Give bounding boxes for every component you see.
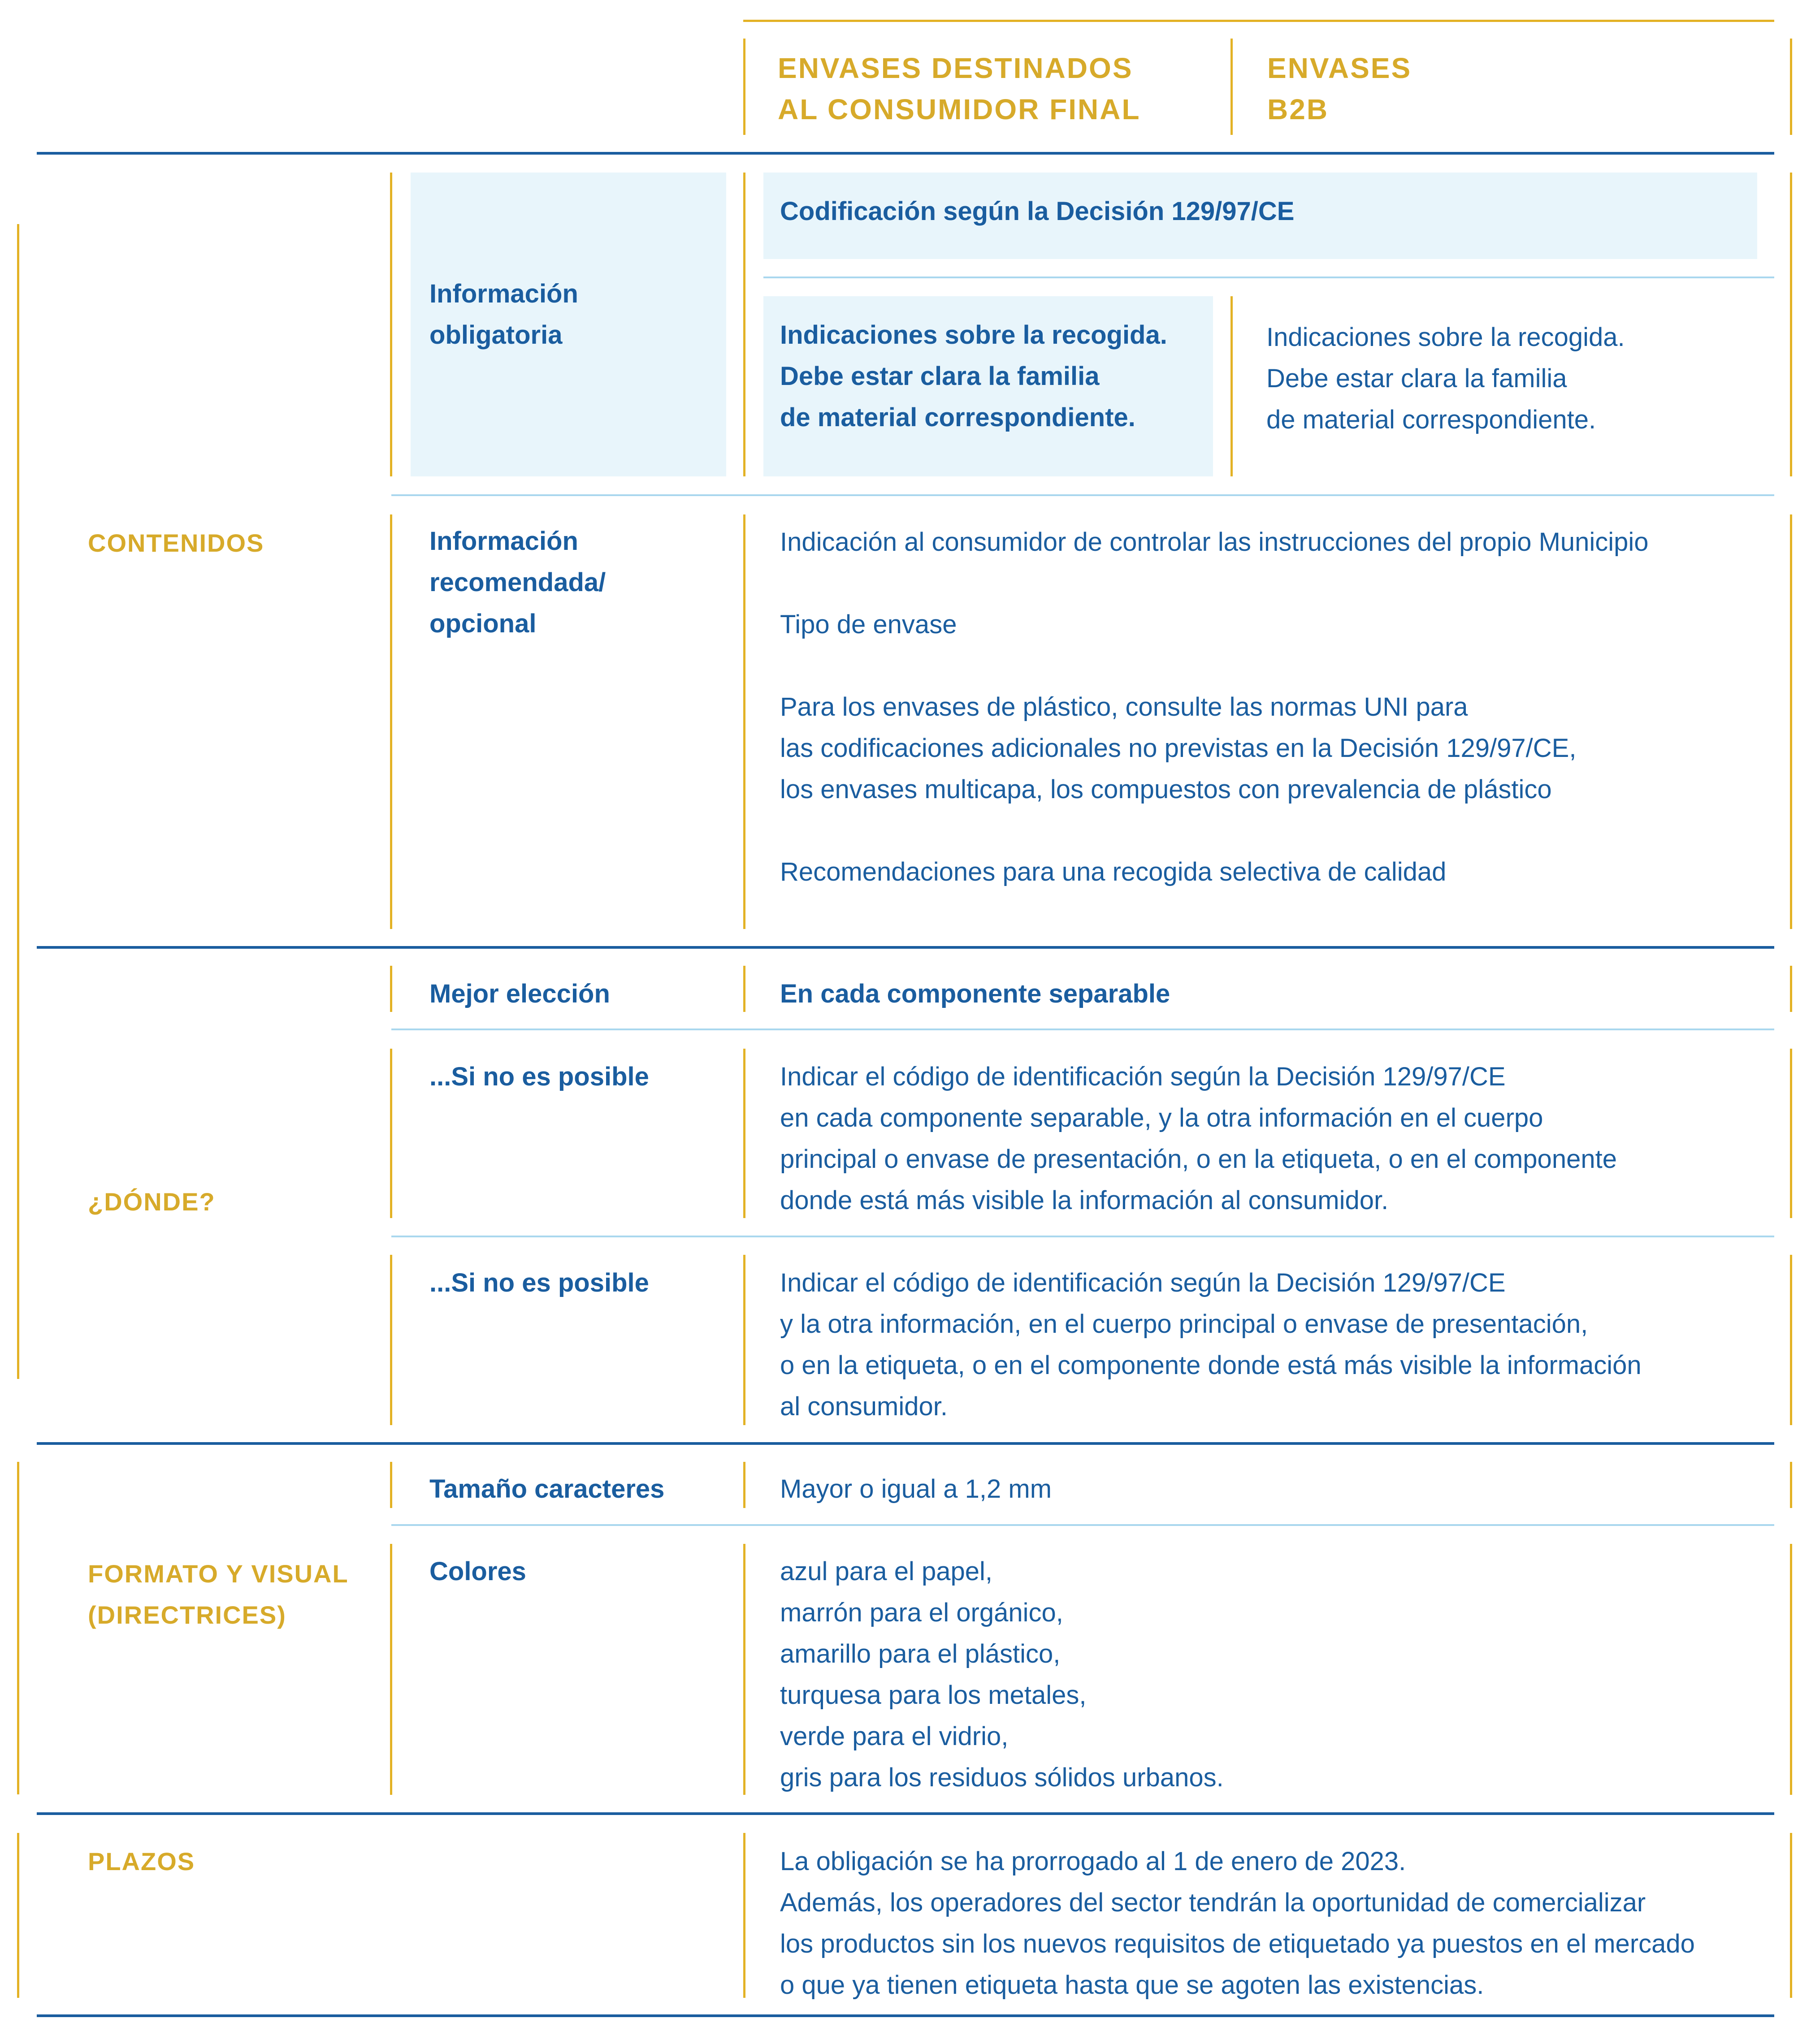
fallback1-label: ...Si no es posible — [429, 1062, 649, 1091]
section-title-formato: FORMATO Y VISUAL (DIRECTRICES) — [88, 1560, 349, 1629]
section-rule-donde — [37, 946, 1774, 949]
plazos-left-rule — [17, 1833, 19, 1998]
best-col-rule-1 — [390, 966, 392, 1012]
best-choice-label: Mejor elección — [429, 979, 610, 1008]
char-size-label: Tamaño caracteres — [429, 1474, 665, 1504]
fallback1-text: Indicar el código de identificación según la Decisión 129/97/CE en cada componente separable, y la otra información en el cuerpo principal o envase de presentación, o en la etiqueta, o en el componente donde está más visible la información al consumidor. — [780, 1062, 1617, 1215]
rule-mandatory-bottom — [391, 494, 1774, 496]
optional-col-rule-1 — [390, 514, 392, 929]
optional-item-recomendaciones: Recomendaciones para una recogida selectiva de calidad — [780, 857, 1447, 886]
formato-left-rule — [17, 1462, 19, 1794]
char-size-text: Mayor o igual a 1,2 mm — [780, 1474, 1052, 1504]
coding-requirement: Codificación según la Decisión 129/97/CE — [780, 197, 1295, 226]
fallback1-col-rule-2 — [743, 1049, 745, 1218]
colors-label: Colores — [429, 1557, 526, 1586]
best-col-rule-2 — [743, 966, 745, 1012]
mandatory-col-rule-4 — [1790, 173, 1792, 476]
fallback2-col-rule-3 — [1790, 1255, 1792, 1425]
colors-col-rule-3 — [1790, 1544, 1792, 1795]
rule-size-bottom — [391, 1524, 1774, 1526]
section-title-donde: ¿DÓNDE? — [88, 1188, 216, 1216]
colors-col-rule-1 — [390, 1544, 392, 1795]
collection-b2b-text: Indicaciones sobre la recogida. Debe estar clara la familia de material correspondiente. — [1266, 323, 1625, 434]
section-title-plazos: PLAZOS — [88, 1847, 195, 1875]
optional-item-plastico: Para los envases de plástico, consulte las normas UNI para las codificaciones adicionales no previstas en la Decisión 129/97/CE, los envases multicapa, los compuestos con prevalencia de plástico — [780, 692, 1577, 804]
section-rule-plazos — [37, 1812, 1774, 1815]
best-choice-text: En cada componente separable — [780, 979, 1170, 1008]
fallback2-text: Indicar el código de identificación según la Decisión 129/97/CE y la otra información, en el cuerpo principal o envase de presentación, o en la etiqueta, o en el componente donde está más visible la información al consumidor. — [780, 1268, 1642, 1421]
header-divider-right — [1790, 39, 1792, 135]
rule-coding-bottom — [763, 277, 1774, 278]
rule-fallback1-bottom — [391, 1236, 1774, 1237]
collection-consumer-text: Indicaciones sobre la recogida. Debe estar clara la familia de material correspondiente. — [780, 320, 1167, 432]
mandatory-info-label: Información obligatoria — [429, 279, 578, 350]
mandatory-col-rule-2 — [743, 173, 745, 476]
mandatory-col-rule-3 — [1230, 296, 1233, 476]
rule-best-bottom — [391, 1028, 1774, 1030]
best-col-rule-3 — [1790, 966, 1792, 1012]
optional-item-tipo-envase: Tipo de envase — [780, 610, 957, 639]
optional-item-municipio: Indicación al consumidor de controlar las instrucciones del propio Municipio — [780, 527, 1649, 557]
section-title-contenidos: CONTENIDOS — [88, 529, 264, 557]
header-top-rule — [743, 20, 1774, 22]
consumer-column-header: ENVASES DESTINADOS AL CONSUMIDOR FINAL — [778, 52, 1141, 125]
size-col-rule-1 — [390, 1462, 392, 1508]
header-divider-middle — [1230, 39, 1233, 135]
plazos-col-rule-1 — [743, 1833, 745, 1998]
fallback2-col-rule-2 — [743, 1255, 745, 1425]
fallback2-label: ...Si no es posible — [429, 1268, 649, 1297]
optional-col-rule-3 — [1790, 514, 1792, 929]
header-divider-left — [743, 39, 745, 135]
section-rule-formato — [37, 1442, 1774, 1445]
fallback2-col-rule-1 — [390, 1255, 392, 1425]
optional-col-rule-2 — [743, 514, 745, 929]
section-rule-bottom — [37, 2014, 1774, 2017]
section-rule-top — [37, 152, 1774, 155]
plazos-col-rule-2 — [1790, 1833, 1792, 1998]
fallback1-col-rule-1 — [390, 1049, 392, 1218]
b2b-column-header: ENVASES B2B — [1267, 52, 1412, 125]
colors-list: azul para el papel, marrón para el orgánico, amarillo para el plástico, turquesa para los metales, verde para el vidrio, gris para los residuos sólidos urbanos. — [780, 1557, 1224, 1792]
fallback1-col-rule-3 — [1790, 1049, 1792, 1218]
colors-col-rule-2 — [743, 1544, 745, 1795]
optional-info-label: Información recomendada/ opcional — [429, 527, 606, 638]
size-col-rule-3 — [1790, 1462, 1792, 1508]
size-col-rule-2 — [743, 1462, 745, 1508]
mandatory-col-rule-1 — [390, 173, 392, 476]
plazos-text: La obligación se ha prorrogado al 1 de enero de 2023. Además, los operadores del sector tendrán la oportunidad de comercializar los productos sin los nuevos requisitos de etiquetado ya puestos en el mercado o que ya tienen etiqueta hasta que se agoten las existencias. — [780, 1847, 1695, 2000]
contenidos-left-rule — [17, 224, 19, 1379]
